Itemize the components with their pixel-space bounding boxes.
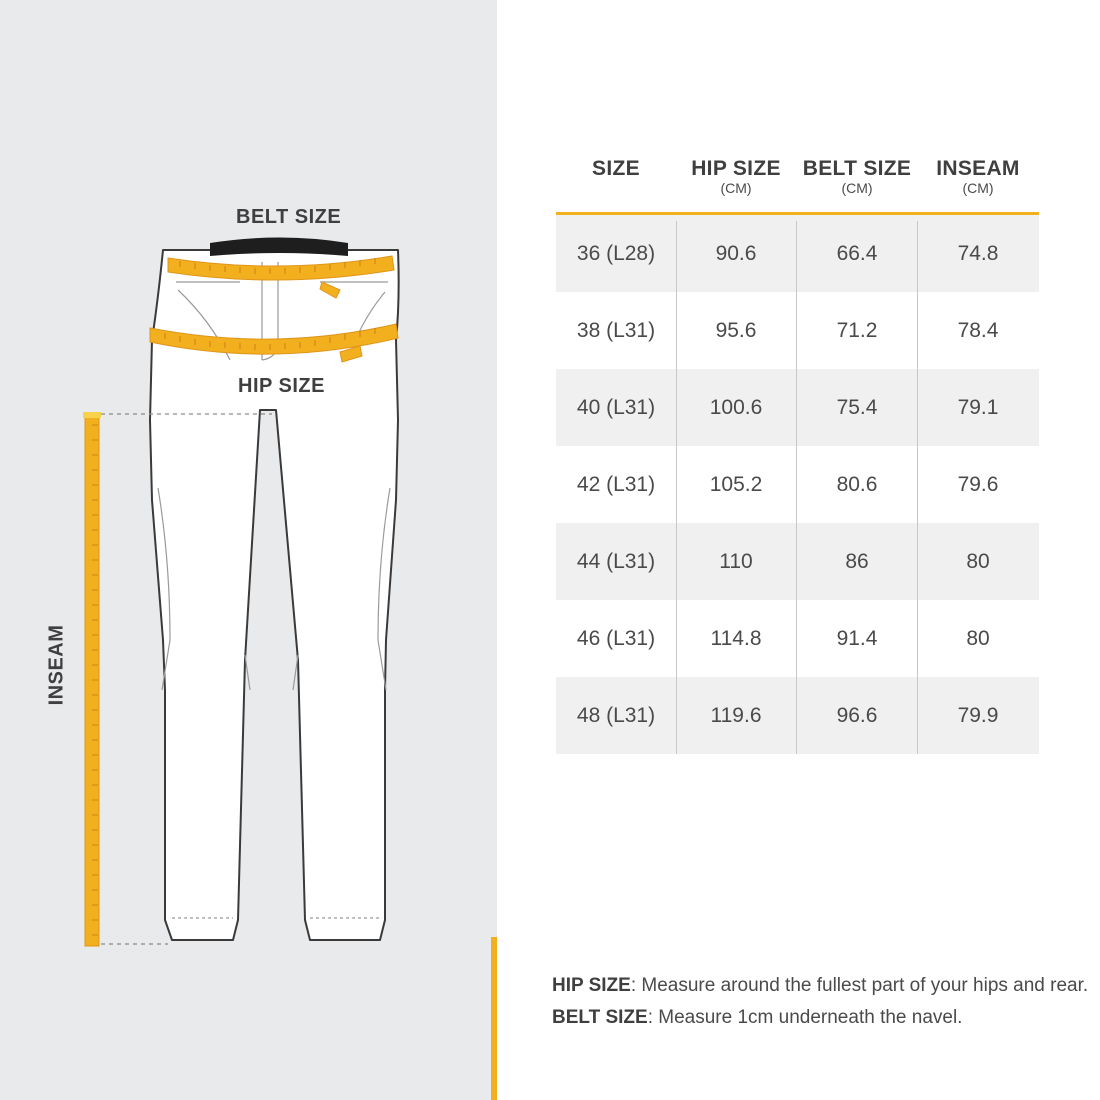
cell-belt: 91.4 (836, 627, 878, 650)
cell-size: 42 (L31) (576, 473, 656, 496)
header-hip-size: HIP SIZE (CM) (691, 157, 781, 196)
cell-size: 36 (L28) (576, 242, 656, 265)
cell-belt: 86 (845, 550, 869, 573)
table-row (556, 523, 1039, 600)
cell-inseam: 74.8 (957, 242, 999, 265)
cell-inseam: 79.1 (957, 396, 999, 419)
cell-size: 46 (L31) (576, 627, 656, 650)
belt-size-label: BELT SIZE (236, 206, 342, 228)
inseam-label: INSEAM (45, 624, 68, 706)
cell-hip: 119.6 (710, 704, 762, 727)
pants-illustration-icon (0, 0, 497, 1100)
cell-belt: 75.4 (836, 396, 878, 419)
cell-inseam: 79.6 (957, 473, 999, 496)
table-row (556, 292, 1039, 369)
cell-belt: 96.6 (836, 704, 878, 727)
table-row (556, 600, 1039, 677)
table-row (556, 446, 1039, 523)
hip-size-note: HIP SIZE: Measure around the fullest part of your hips and rear. (552, 975, 1089, 996)
table-row (556, 215, 1039, 292)
cell-belt: 66.4 (836, 242, 878, 265)
table-row (556, 369, 1039, 446)
pants-measurement-diagram (0, 0, 497, 1100)
cell-hip: 95.6 (715, 319, 757, 342)
cell-inseam: 80 (966, 627, 990, 650)
table-body (556, 215, 1039, 754)
table-header (556, 148, 1039, 215)
cell-size: 48 (L31) (576, 704, 656, 727)
cell-hip: 110 (719, 550, 753, 573)
table-row (556, 677, 1039, 754)
cell-hip: 90.6 (715, 242, 757, 265)
belt-size-note: BELT SIZE: Measure 1cm underneath the navel. (552, 1007, 963, 1028)
cell-size: 38 (L31) (576, 319, 656, 342)
cell-inseam: 79.9 (957, 704, 999, 727)
hip-size-label: HIP SIZE (238, 375, 325, 397)
cell-inseam: 78.4 (957, 319, 999, 342)
column-divider (796, 221, 797, 754)
cell-hip: 100.6 (709, 396, 763, 419)
cell-hip: 105.2 (709, 473, 763, 496)
header-belt-size: BELT SIZE (CM) (802, 157, 912, 196)
column-divider (676, 221, 677, 754)
cell-hip: 114.8 (710, 627, 762, 650)
header-size: SIZE (592, 157, 640, 180)
size-chart-table (556, 148, 1039, 754)
column-divider (917, 221, 918, 754)
cell-size: 40 (L31) (576, 396, 656, 419)
cell-belt: 71.2 (836, 319, 878, 342)
measurement-notes (552, 970, 1088, 1034)
cell-inseam: 80 (966, 550, 990, 573)
header-inseam: INSEAM (CM) (936, 157, 1020, 196)
cell-size: 44 (L31) (576, 550, 656, 573)
cell-belt: 80.6 (836, 473, 878, 496)
